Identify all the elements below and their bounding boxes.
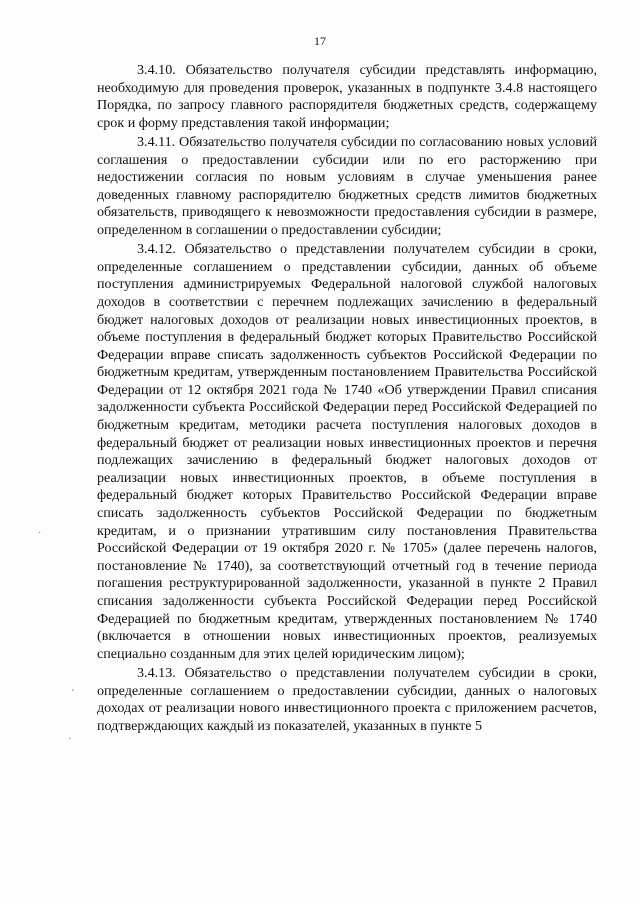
scan-speck: ' xyxy=(72,688,74,699)
paragraph-3-4-10: 3.4.10. Обязательство получателя субсидии представлять информацию, необходимую для проведения проверок, указанных в подпункте 3.4.8 настоящего Порядка, по запросу главного распорядителя бюджетных средств, содержащему срок и форму представления такой информации; xyxy=(97,62,597,131)
paragraph-3-4-12: 3.4.12. Обязательство о представлении получателем субсидии в сроки, определенные соглашением о представлении субсидии, данных об объеме поступления администрируемых Федеральной налоговой службой налоговых доходов в соответствии с перечнем подлежащих зачислению в федеральный бюджет налоговых доходов от реализации новых инвестиционных проектов, в объеме поступления в федеральный бюджет которых Правительство Российской Федерации вправе списать задолженность субъектов Российской Федерации по бюджетным кредитам, утвержденным постановлением Правительства Российской Федерации от 12 октября 2021 года № 1740 «Об утверждении Правил списания задолженности субъекта Российской Федерации перед Российской Федерацией по бюджетным кредитам, методики расчета поступления налоговых доходов в федеральный бюджет от реализации новых инвестиционных проектов и перечня подлежащих зачислению в федеральный бюджет налоговых доходов от реализации новых инвестиционных проектов, в объеме поступления в федеральный бюджет которых Правительство Российской Федерации вправе списать задолженность субъектов Российской Федерации по бюджетным кредитам, и о признании утратившим силу постановления Правительства Российской Федерации от 19 октября 2020 г. № 1705» (далее перечень налогов, постановление № 1740), за соответствующий отчетный год в течение периода погашения реструктурированной задолженности, указанной в пункте 2 Правил списания задолженности субъекта Российской Федерации перед Российской Федерацией по бюджетным кредитам, утвержденных постановлением № 1740 (включается в отношении новых инвестиционных проектов, реализуемых специально созданным для этих целей юридическим лицом); xyxy=(97,241,597,662)
scan-speck: · xyxy=(38,528,42,539)
page-number: 17 xyxy=(314,34,326,48)
paragraph-3-4-11: 3.4.11. Обязательство получателя субсидии по согласованию новых условий соглашения о предоставлении субсидии или по его расторжению при недостижении согласия по новым условиям в случае уменьшения ранее доведенных главному распорядителю бюджетных средств лимитов бюджетных обязательств, приводящего к невозможности предоставления субсидии в размере, определенном в соглашении о предоставлении субсидии; xyxy=(97,133,597,238)
scan-speck: · xyxy=(68,734,72,745)
document-body xyxy=(97,62,597,737)
paragraph-3-4-13: 3.4.13. Обязательство о представлении получателем субсидии в сроки, определенные соглашением о предоставлении субсидии, данных о налоговых доходах от реализации нового инвестиционного проекта с приложением расчетов, подтверждающих каждый из показателей, указанных в пункте 5 xyxy=(97,664,597,734)
